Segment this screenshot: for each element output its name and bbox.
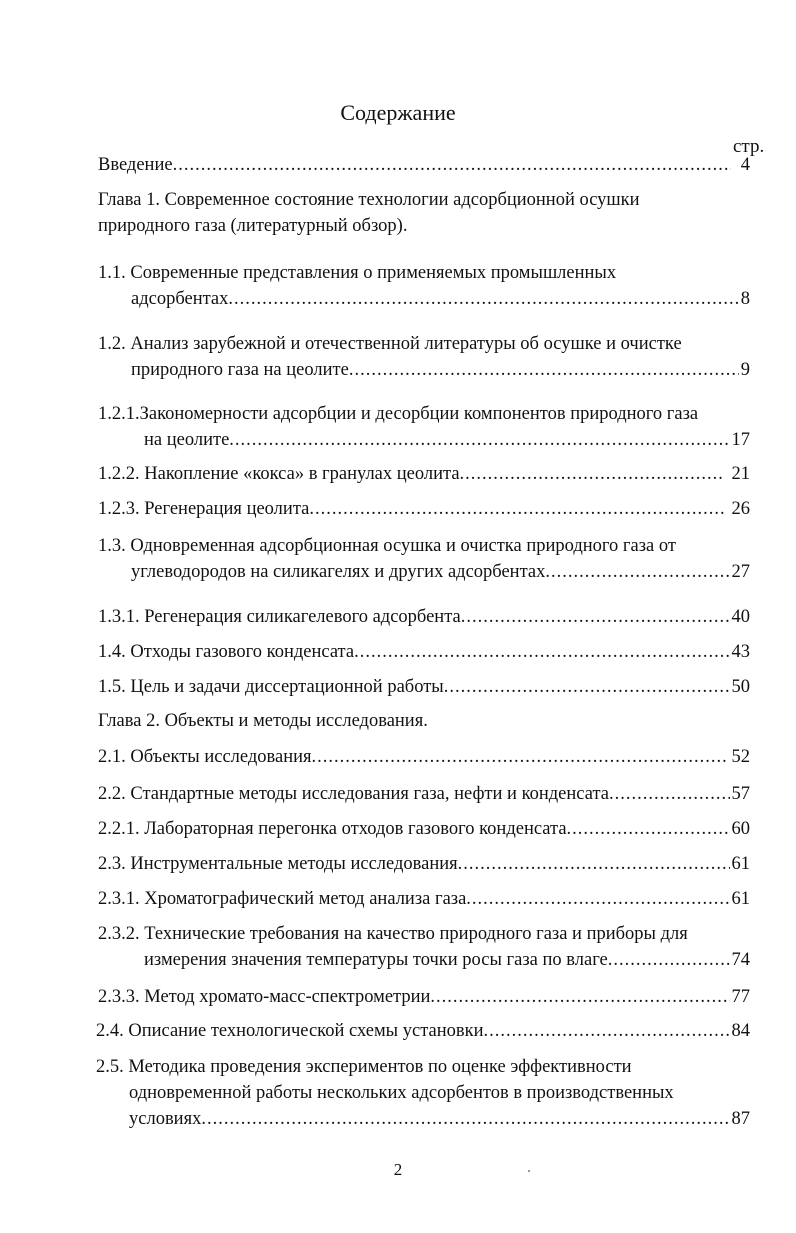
toc-entry-title: 2.3.3. Метод хромато-масс-спектрометрии bbox=[98, 987, 431, 1007]
toc-entry-2-1 bbox=[98, 744, 750, 770]
toc-leader bbox=[484, 1018, 730, 1044]
toc-entry-2-3 bbox=[98, 851, 750, 877]
toc-entry-introduction bbox=[98, 152, 750, 178]
toc-entry-2-3-1 bbox=[98, 886, 750, 912]
toc-entry-1-3-1 bbox=[98, 604, 750, 630]
toc-leader bbox=[460, 461, 724, 487]
toc-entry-page: 52 bbox=[731, 747, 750, 767]
toc-entry-title-cont: измерения значения температуры точки росы газа по влаге bbox=[144, 950, 608, 970]
toc-entry-1-4 bbox=[98, 639, 750, 665]
scan-speck bbox=[528, 1170, 530, 1172]
toc-entry-title: 1.1. Современные представления о применяемых промышленных bbox=[98, 263, 617, 283]
toc-entry-1-3 bbox=[98, 533, 750, 585]
toc-entry-page: 26 bbox=[731, 499, 750, 519]
toc-entry-page: 27 bbox=[731, 562, 750, 582]
toc-leader bbox=[461, 604, 730, 630]
toc-entry-page: 61 bbox=[731, 889, 750, 909]
toc-leader bbox=[458, 851, 730, 877]
toc-entry-page: 77 bbox=[731, 987, 750, 1007]
toc-entry-1-2-3 bbox=[98, 496, 750, 522]
toc-entry-page: 40 bbox=[731, 607, 750, 627]
toc-entry-chapter-1 bbox=[98, 187, 750, 239]
toc-entry-page: 84 bbox=[731, 1021, 750, 1041]
toc-leader bbox=[466, 886, 729, 912]
toc-leader bbox=[229, 427, 729, 453]
toc-entry-title-cont: одновременной работы нескольких адсорбентов в производственных bbox=[129, 1083, 674, 1103]
toc-leader bbox=[173, 152, 731, 178]
toc-entry-1-1 bbox=[98, 260, 750, 312]
toc-entry-2-2 bbox=[98, 781, 750, 807]
toc-leader bbox=[609, 781, 730, 807]
toc-leader bbox=[567, 816, 730, 842]
toc-entry-title: 1.3. Одновременная адсорбционная осушка и очистка природного газа от bbox=[98, 536, 676, 556]
toc-entry-title-cont: углеводородов на силикагелях и других адсорбентах bbox=[131, 562, 546, 582]
toc-entry-title: 2.1. Объекты исследования bbox=[98, 747, 312, 767]
toc-entry-page: 17 bbox=[731, 430, 750, 450]
toc-entry-title-cont: условиях bbox=[129, 1109, 202, 1129]
toc-entry-page: 74 bbox=[731, 950, 750, 970]
page-number: 2 bbox=[393, 1160, 403, 1179]
toc-leader bbox=[430, 984, 729, 1010]
toc-entry-page: 87 bbox=[731, 1109, 750, 1129]
toc-entry-page: 8 bbox=[740, 289, 750, 309]
toc-entry-page: 57 bbox=[731, 784, 750, 804]
toc-entry-page: 60 bbox=[731, 819, 750, 839]
toc-leader bbox=[201, 1106, 729, 1132]
toc-entry-title-cont: природного газа на цеолите bbox=[131, 360, 349, 380]
toc-entry-2-5 bbox=[96, 1054, 750, 1132]
toc-entry-page: 9 bbox=[740, 360, 750, 380]
toc-entry-chapter-2 bbox=[98, 708, 750, 734]
toc-entry-title-cont: на цеолите bbox=[144, 430, 230, 450]
toc-leader bbox=[354, 639, 729, 665]
toc-entry-1-2-2 bbox=[98, 461, 750, 487]
toc-entry-title: Глава 1. Современное состояние технологии адсорбционной осушки bbox=[98, 190, 640, 210]
toc-entry-2-2-1 bbox=[98, 816, 750, 842]
toc-entry-page: 61 bbox=[731, 854, 750, 874]
toc-entry-2-3-3 bbox=[98, 984, 750, 1010]
toc-entry-title: 1.3.1. Регенерация силикагелевого адсорбента bbox=[98, 607, 461, 627]
toc-entry-title-cont: адсорбентах bbox=[131, 289, 229, 309]
toc-entry-title: 1.4. Отходы газового конденсата bbox=[98, 642, 355, 662]
toc-entry-1-2 bbox=[98, 331, 750, 383]
toc-leader bbox=[312, 744, 728, 770]
toc-leader bbox=[608, 947, 730, 973]
page-column-label: стр. bbox=[733, 136, 765, 157]
toc-entry-page: 50 bbox=[731, 677, 750, 697]
toc-entry-1-5 bbox=[98, 674, 750, 700]
toc-entry-page: 43 bbox=[731, 642, 750, 662]
toc-leader bbox=[349, 357, 739, 383]
toc-entry-title: Глава 2. Объекты и методы исследования. bbox=[98, 711, 428, 731]
toc-entry-title: 2.5. Методика проведения экспериментов по оценке эффективности bbox=[96, 1057, 632, 1077]
toc-entry-title: 2.3. Инструментальные методы исследования bbox=[98, 854, 458, 874]
toc-entry-1-2-1 bbox=[98, 401, 750, 453]
toc-entry-title: 1.2.2. Накопление «кокса» в гранулах цеолита bbox=[98, 464, 460, 484]
toc-entry-title: 2.3.1. Хроматографический метод анализа газа bbox=[98, 889, 467, 909]
toc-leader bbox=[545, 559, 729, 585]
toc-entry-page: 4 bbox=[740, 155, 750, 175]
toc-entry-title: 2.2.1. Лабораторная перегонка отходов газового конденсата bbox=[98, 819, 567, 839]
toc-leader bbox=[444, 674, 730, 700]
toc-entry-title-cont: природного газа (литературный обзор). bbox=[98, 216, 408, 236]
toc-leader bbox=[228, 286, 738, 312]
toc-entry-title: 2.3.2. Технические требования на качество природного газа и приборы для bbox=[98, 924, 688, 944]
toc-entry-title: 1.5. Цель и задачи диссертационной работы bbox=[98, 677, 444, 697]
page-title: Содержание bbox=[340, 100, 456, 125]
toc-entry-title: 2.4. Описание технологической схемы установки bbox=[96, 1021, 484, 1041]
toc-entry-title: 1.2.1.Закономерности адсорбции и десорбции компонентов природного газа bbox=[98, 404, 699, 424]
toc-entry-page: 21 bbox=[731, 464, 750, 484]
toc-leader bbox=[309, 496, 723, 522]
toc-entry-2-4 bbox=[96, 1018, 750, 1044]
toc-entry-2-3-2 bbox=[98, 921, 750, 973]
toc-entry-title: Введение bbox=[98, 155, 173, 175]
toc-entry-title: 1.2. Анализ зарубежной и отечественной литературы об осушке и очистке bbox=[98, 334, 682, 354]
toc-entry-title: 1.2.3. Регенерация цеолита bbox=[98, 499, 310, 519]
toc-entry-title: 2.2. Стандартные методы исследования газа, нефти и конденсата bbox=[98, 784, 609, 804]
